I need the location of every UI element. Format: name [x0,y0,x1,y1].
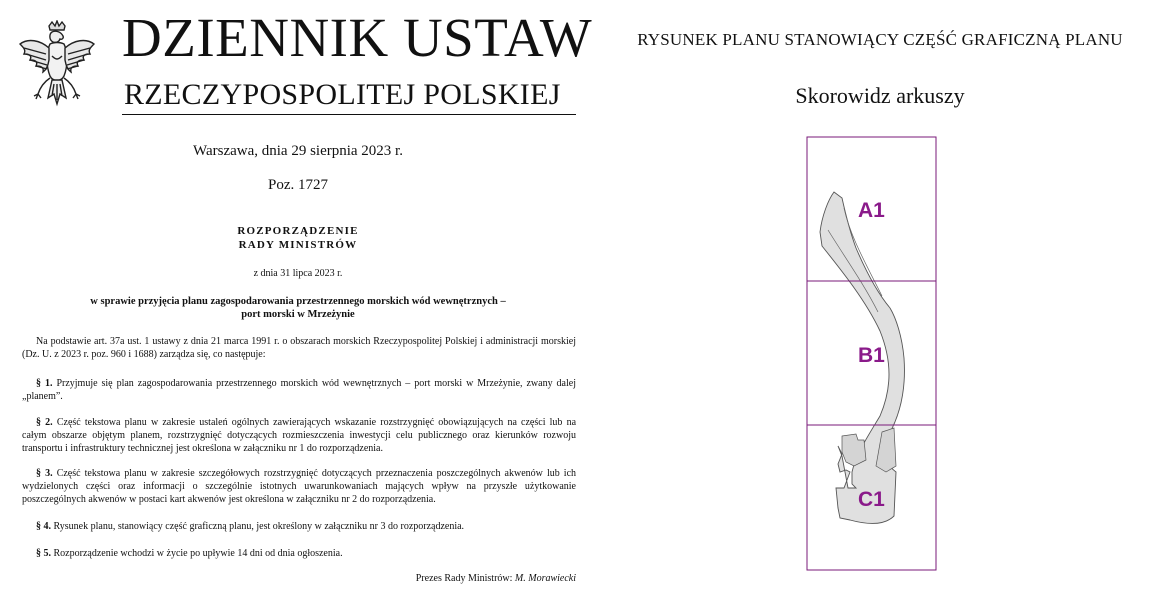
paragraph-text: Rozporządzenie wchodzi w życie po upływie 14 dni od dnia ogłoszenia. [53,548,343,559]
gazette-title: DZIENNIK USTAW [122,7,593,68]
paragraph-2 [22,416,576,455]
sheet-label-c1: C1 [858,488,885,511]
act-issuer: RADY MINISTRÓW [238,239,358,251]
paragraph-3 [22,467,576,506]
preamble-text: Na podstawie art. 37a ust. 1 ustawy z dnia 21 marca 1991 r. o obszarach morskich Rzeczypospolitej Polskiej i administracji morskiej (Dz. U. z 2023 r. poz. 960 i 1688) zarządza się, co następuje: [22,336,576,360]
signature-role: Prezes Rady Ministrów: [415,573,513,584]
sheet-label-a1: A1 [858,199,885,222]
paragraph-number: § 2. [36,417,53,428]
subject-line-1: w sprawie przyjęcia planu zagospodarowania przestrzennego morskich wód wewnętrznych – [90,296,506,307]
paragraph-4 [22,520,576,533]
plan-drawing-title: RYSUNEK PLANU STANOWIĄCY CZĘŚĆ GRAFICZNĄ PLANU [637,30,1123,49]
act-date: z dnia 31 lipca 2023 r. [253,268,343,279]
sheet-index-title: Skorowidz arkuszy [795,83,965,108]
paragraph-number: § 1. [36,378,53,389]
position-number: Poz. 1727 [268,177,328,193]
subject-line-2: port morski w Mrzeżynie [241,309,355,320]
paragraph-5 [22,547,576,560]
white-eagle-emblem-icon [16,20,98,116]
act-subject [20,295,576,321]
paragraph-number: § 3. [36,468,53,479]
sheet-label-b1: B1 [858,344,885,367]
act-heading [20,224,576,252]
sheet-index-map [806,136,938,572]
paragraph-text: Rysunek planu, stanowiący część graficzną planu, jest określony w załączniku nr 3 do rozporządzenia. [53,521,465,532]
paragraph-number: § 4. [36,521,51,532]
title-divider [122,114,576,115]
signature [22,573,576,584]
act-type: ROZPORZĄDZENIE [237,225,359,237]
gazette-subtitle: RZECZYPOSPOLITEJ POLSKIEJ [124,78,561,111]
paragraph-1 [22,377,576,403]
paragraph-text: Część tekstowa planu w zakresie szczegółowych rozstrzygnięć dotyczących przeznaczenia poszczególnych akwenów lub ich wydzielonych części oraz informacji o szczególnie istotnych uwarunkowaniach mających wpływ na przyszłe użytkowanie poszczególnych akwenów w postaci kart akwenów jest określona w załączniku nr 2 do rozporządzenia. [22,468,577,505]
publication-date: Warszawa, dnia 29 sierpnia 2023 r. [193,143,403,159]
preamble [22,335,576,361]
paragraph-number: § 5. [36,548,51,559]
signature-name: M. Morawiecki [514,573,576,584]
paragraph-text: Przyjmuje się plan zagospodarowania przestrzennego morskich wód wewnętrznych – port morski w Mrzeżynie, zwany dalej „planem”. [22,378,576,402]
breakwater-shape [842,434,866,466]
paragraph-text: Część tekstowa planu w zakresie ustaleń ogólnych zawierających wskazanie rozstrzygnięć obowiązujących na części lub na całym obszarze objętym planem, rozstrzygnięć dotyczących rozmieszczenia inwestycji celu publicznego oraz kierunków rozwoju transportu i infrastruktury technicznej jest określona w załączniku nr 1 do rozporządzenia. [22,417,577,454]
